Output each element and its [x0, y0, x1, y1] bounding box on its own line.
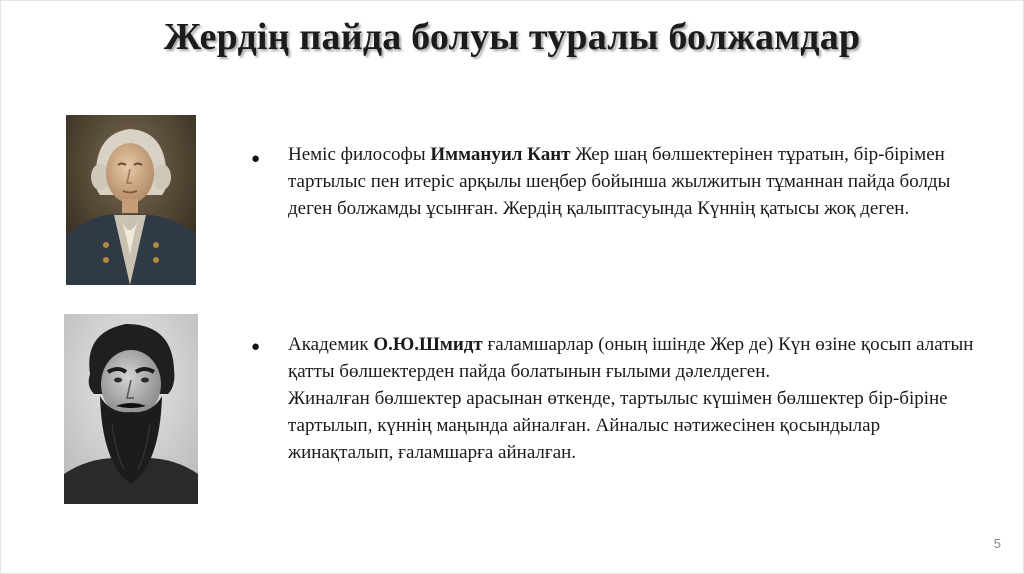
- kant-name: Иммануил Кант: [430, 144, 571, 165]
- kant-text-intro: Неміс философы: [288, 144, 431, 165]
- kant-portrait: [66, 115, 196, 285]
- bullet-marker-kant: ●: [251, 151, 261, 167]
- kant-text-body: Жер шаң бөлшектерінен тұратын, бір-бірімен тартылыс пен итеріс арқылы шеңбер бойынша жылжитын тұманнан пайда болды деген болжамды ұсынған. Жердің қалыптасуында Күннің қатысы жоқ деген.: [288, 144, 951, 219]
- bullet-marker-schmidt: ●: [251, 339, 261, 355]
- schmidt-text-intro: Академик: [288, 334, 374, 355]
- schmidt-text-continued: Жиналған бөлшектер арасынан өткенде, тартылыс күшімен бөлшектер бір-біріне тартылып, күннің маңында айналған. Айналыс нәтижесінен қосындылар жинақталып, ғаламшарға айналған.: [288, 388, 948, 463]
- schmidt-portrait: [64, 314, 198, 504]
- schmidt-paragraph: [288, 331, 988, 466]
- slide-title: Жердің пайда болуы туралы болжамдар: [163, 16, 861, 58]
- page-number: 5: [993, 536, 1001, 551]
- schmidt-text-body: ғаламшарлар (оның ішінде Жер де) Күн өзіне қосып алатын қатты бөлшектерден пайда болатынын ғылыми дәлелдеген.: [288, 334, 974, 382]
- schmidt-name: О.Ю.Шмидт: [373, 334, 483, 355]
- kant-paragraph: [288, 141, 988, 222]
